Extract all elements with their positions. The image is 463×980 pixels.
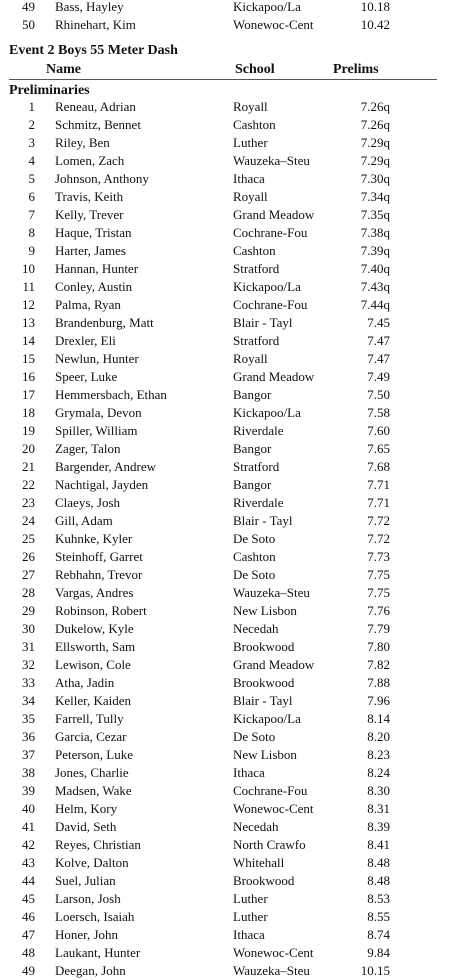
result-row — [0, 746, 463, 764]
place-number: 14 — [22, 333, 35, 348]
athlete-name: Newlun, Hunter — [55, 351, 139, 366]
prelim-time: 8.30 — [367, 783, 390, 798]
place-number: 49 — [22, 963, 35, 978]
result-row — [0, 566, 463, 584]
result-row — [0, 494, 463, 512]
school-name: Kickapoo/La — [233, 711, 301, 726]
athlete-name: Suel, Julian — [55, 873, 116, 888]
athlete-name: Reyes, Christian — [55, 837, 141, 852]
school-name: Necedah — [233, 819, 279, 834]
prelim-time: 10.15 — [360, 963, 390, 978]
prelim-time: 8.31 — [367, 801, 390, 816]
prelim-time: 10.42 — [360, 17, 390, 32]
school-name: Grand Meadow — [233, 369, 315, 384]
result-row — [0, 0, 463, 16]
athlete-name: Ellsworth, Sam — [55, 639, 136, 654]
athlete-name: Dukelow, Kyle — [55, 621, 134, 636]
school-name: Grand Meadow — [233, 207, 315, 222]
result-row — [0, 386, 463, 404]
place-number: 46 — [22, 909, 35, 924]
athlete-name: Garcia, Cezar — [55, 729, 127, 744]
result-row — [0, 152, 463, 170]
school-name: Cashton — [233, 117, 276, 132]
prelim-time: 7.26q — [360, 117, 390, 132]
athlete-name: Helm, Kory — [55, 801, 118, 816]
school-name: Riverdale — [233, 423, 284, 438]
place-number: 44 — [22, 873, 35, 888]
result-row — [0, 710, 463, 728]
school-name: North Crawfo — [233, 837, 306, 852]
result-row — [0, 530, 463, 548]
result-row — [0, 98, 463, 116]
athlete-name: Claeys, Josh — [55, 495, 120, 510]
place-number: 22 — [22, 477, 35, 492]
result-row — [0, 674, 463, 692]
prelim-time: 7.50 — [367, 387, 390, 402]
school-name: Brookwood — [233, 639, 295, 654]
result-row — [0, 512, 463, 530]
athlete-name: Riley, Ben — [55, 135, 110, 150]
place-number: 10 — [22, 261, 35, 276]
school-name: Cochrane-Fou — [233, 783, 308, 798]
prelim-time: 7.49 — [367, 369, 390, 384]
school-name: Brookwood — [233, 675, 295, 690]
prelim-time: 8.48 — [367, 855, 390, 870]
athlete-name: Keller, Kaiden — [55, 693, 132, 708]
result-row — [0, 728, 463, 746]
result-row — [0, 476, 463, 494]
column-header-prelims: Prelims — [333, 62, 379, 77]
school-name: Stratford — [233, 459, 280, 474]
result-row — [0, 296, 463, 314]
school-name: Riverdale — [233, 495, 284, 510]
prelim-time: 7.72 — [367, 513, 390, 528]
place-number: 43 — [22, 855, 35, 870]
place-number: 38 — [22, 765, 35, 780]
place-number: 15 — [22, 351, 35, 366]
athlete-name: Grymala, Devon — [55, 405, 142, 420]
prelim-time: 7.29q — [360, 135, 390, 150]
school-name: De Soto — [233, 531, 276, 546]
place-number: 30 — [22, 621, 35, 636]
place-number: 7 — [28, 207, 35, 222]
place-number: 1 — [28, 99, 35, 114]
place-number: 8 — [28, 225, 35, 240]
athlete-name: Atha, Jadin — [55, 675, 115, 690]
prelim-time: 7.39q — [360, 243, 390, 258]
school-name: Brookwood — [233, 873, 295, 888]
place-number: 42 — [22, 837, 35, 852]
prelim-time: 8.23 — [367, 747, 390, 762]
result-row — [0, 944, 463, 962]
school-name: Royall — [233, 351, 268, 366]
prelim-time: 7.73 — [367, 549, 390, 564]
place-number: 40 — [22, 801, 35, 816]
athlete-name: Robinson, Robert — [55, 603, 147, 618]
school-name: Ithaca — [233, 927, 265, 942]
prelim-time: 7.75 — [367, 567, 390, 582]
result-row — [0, 314, 463, 332]
prelim-time: 7.71 — [367, 477, 390, 492]
athlete-name: Rhinehart, Kim — [55, 17, 136, 32]
athlete-name: Spiller, William — [55, 423, 138, 438]
place-number: 12 — [22, 297, 35, 312]
school-name: Necedah — [233, 621, 279, 636]
athlete-name: Conley, Austin — [55, 279, 133, 294]
result-row — [0, 656, 463, 674]
result-row — [0, 350, 463, 368]
place-number: 29 — [22, 603, 35, 618]
school-name: Bangor — [233, 477, 272, 492]
prelim-time: 7.38q — [360, 225, 390, 240]
column-header-name: Name — [46, 62, 81, 77]
prelim-time: 7.80 — [367, 639, 390, 654]
place-number: 21 — [22, 459, 35, 474]
prelim-time: 7.58 — [367, 405, 390, 420]
place-number: 5 — [28, 171, 35, 186]
athlete-name: Harter, James — [55, 243, 126, 258]
place-number: 49 — [22, 0, 35, 14]
result-row — [0, 836, 463, 854]
result-row — [0, 638, 463, 656]
athlete-name: Lomen, Zach — [55, 153, 125, 168]
place-number: 6 — [28, 189, 35, 204]
place-number: 11 — [22, 279, 35, 294]
school-name: Kickapoo/La — [233, 405, 301, 420]
place-number: 9 — [28, 243, 35, 258]
prelim-time: 7.43q — [360, 279, 390, 294]
prelim-time: 7.79 — [367, 621, 390, 636]
prelim-time: 8.74 — [367, 927, 390, 942]
school-name: Ithaca — [233, 171, 265, 186]
prelim-time: 7.76 — [367, 603, 390, 618]
school-name: Blair - Tayl — [233, 315, 293, 330]
result-row — [0, 458, 463, 476]
athlete-name: Jones, Charlie — [55, 765, 129, 780]
school-name: Wauzeka–Steu — [233, 153, 310, 168]
result-row — [0, 926, 463, 944]
athlete-name: Deegan, John — [55, 963, 126, 978]
school-name: New Lisbon — [233, 603, 297, 618]
place-number: 45 — [22, 891, 35, 906]
school-name: De Soto — [233, 729, 276, 744]
school-name: Bangor — [233, 387, 272, 402]
school-name: Luther — [233, 135, 268, 150]
athlete-name: Peterson, Luke — [55, 747, 133, 762]
prelim-time: 7.45 — [367, 315, 390, 330]
result-row — [0, 890, 463, 908]
place-number: 35 — [22, 711, 35, 726]
athlete-name: David, Seth — [55, 819, 117, 834]
school-name: Kickapoo/La — [233, 279, 301, 294]
athlete-name: Kolve, Dalton — [55, 855, 129, 870]
prelim-time: 7.35q — [360, 207, 390, 222]
athlete-name: Reneau, Adrian — [55, 99, 136, 114]
result-row — [0, 116, 463, 134]
place-number: 41 — [22, 819, 35, 834]
athlete-name: Larson, Josh — [55, 891, 121, 906]
place-number: 26 — [22, 549, 35, 564]
prelim-time: 7.68 — [367, 459, 390, 474]
result-row — [0, 422, 463, 440]
prelim-time: 7.47 — [367, 333, 390, 348]
result-row — [0, 818, 463, 836]
place-number: 24 — [22, 513, 35, 528]
school-name: Wonewoc-Cent — [233, 801, 314, 816]
place-number: 36 — [22, 729, 35, 744]
school-name: Cashton — [233, 243, 276, 258]
school-name: Cochrane-Fou — [233, 225, 308, 240]
event-title: Event 2 Boys 55 Meter Dash — [9, 43, 178, 58]
place-number: 50 — [22, 17, 35, 32]
athlete-name: Johnson, Anthony — [55, 171, 149, 186]
place-number: 48 — [22, 945, 35, 960]
column-header-school: School — [235, 62, 275, 77]
place-number: 19 — [22, 423, 35, 438]
athlete-name: Hemmersbach, Ethan — [55, 387, 167, 402]
prelim-time: 8.48 — [367, 873, 390, 888]
school-name: Luther — [233, 909, 268, 924]
prelim-time: 7.26q — [360, 99, 390, 114]
athlete-name: Bass, Hayley — [55, 0, 124, 14]
school-name: Stratford — [233, 261, 280, 276]
place-number: 23 — [22, 495, 35, 510]
place-number: 3 — [28, 135, 35, 150]
school-name: Blair - Tayl — [233, 693, 293, 708]
school-name: Kickapoo/La — [233, 0, 301, 14]
result-row — [0, 764, 463, 782]
result-row — [0, 548, 463, 566]
prelim-time: 8.55 — [367, 909, 390, 924]
place-number: 13 — [22, 315, 35, 330]
prelim-time: 8.53 — [367, 891, 390, 906]
prelim-time: 8.41 — [367, 837, 390, 852]
header-divider — [9, 79, 437, 80]
place-number: 20 — [22, 441, 35, 456]
school-name: Stratford — [233, 333, 280, 348]
place-number: 17 — [22, 387, 35, 402]
prelim-time: 7.44q — [360, 297, 390, 312]
place-number: 25 — [22, 531, 35, 546]
athlete-name: Vargas, Andres — [55, 585, 134, 600]
athlete-name: Palma, Ryan — [55, 297, 121, 312]
athlete-name: Gill, Adam — [55, 513, 113, 528]
prelim-time: 7.40q — [360, 261, 390, 276]
prelim-time: 8.24 — [367, 765, 390, 780]
prelim-time: 8.14 — [367, 711, 390, 726]
prelim-time: 7.34q — [360, 189, 390, 204]
prelim-time: 7.88 — [367, 675, 390, 690]
result-row — [0, 404, 463, 422]
place-number: 16 — [22, 369, 35, 384]
place-number: 18 — [22, 405, 35, 420]
prelim-time: 7.72 — [367, 531, 390, 546]
prelim-time: 7.82 — [367, 657, 390, 672]
result-row — [0, 206, 463, 224]
result-row — [0, 602, 463, 620]
place-number: 2 — [28, 117, 35, 132]
result-row — [0, 170, 463, 188]
school-name: Whitehall — [233, 855, 285, 870]
place-number: 4 — [28, 153, 35, 168]
athlete-name: Honer, John — [55, 927, 119, 942]
athlete-name: Drexler, Eli — [55, 333, 116, 348]
athlete-name: Travis, Keith — [55, 189, 124, 204]
school-name: Bangor — [233, 441, 272, 456]
athlete-name: Laukant, Hunter — [55, 945, 141, 960]
prelim-time: 7.30q — [360, 171, 390, 186]
school-name: Luther — [233, 891, 268, 906]
result-row — [0, 16, 463, 34]
result-row — [0, 440, 463, 458]
athlete-name: Hannan, Hunter — [55, 261, 139, 276]
school-name: De Soto — [233, 567, 276, 582]
school-name: New Lisbon — [233, 747, 297, 762]
prelim-time: 7.75 — [367, 585, 390, 600]
athlete-name: Zager, Talon — [55, 441, 121, 456]
prelim-time: 10.18 — [360, 0, 390, 14]
place-number: 39 — [22, 783, 35, 798]
place-number: 31 — [22, 639, 35, 654]
result-row — [0, 242, 463, 260]
result-row — [0, 620, 463, 638]
prelim-time: 7.96 — [367, 693, 390, 708]
result-row — [0, 908, 463, 926]
athlete-name: Schmitz, Bennet — [55, 117, 141, 132]
school-name: Blair - Tayl — [233, 513, 293, 528]
result-row — [0, 278, 463, 296]
place-number: 47 — [22, 927, 35, 942]
place-number: 32 — [22, 657, 35, 672]
school-name: Wauzeka–Steu — [233, 585, 310, 600]
athlete-name: Steinhoff, Garret — [55, 549, 143, 564]
prelim-time: 8.20 — [367, 729, 390, 744]
prelim-time: 9.84 — [367, 945, 390, 960]
school-name: Cochrane-Fou — [233, 297, 308, 312]
place-number: 34 — [22, 693, 35, 708]
result-row — [0, 800, 463, 818]
result-row — [0, 260, 463, 278]
athlete-name: Kuhnke, Kyler — [55, 531, 133, 546]
athlete-name: Speer, Luke — [55, 369, 118, 384]
prelim-time: 7.29q — [360, 153, 390, 168]
prelim-time: 8.39 — [367, 819, 390, 834]
result-row — [0, 872, 463, 890]
result-row — [0, 224, 463, 242]
result-row — [0, 584, 463, 602]
result-row — [0, 368, 463, 386]
prelim-time: 7.47 — [367, 351, 390, 366]
place-number: 27 — [22, 567, 35, 582]
result-row — [0, 134, 463, 152]
prelim-time: 7.65 — [367, 441, 390, 456]
prelim-time: 7.60 — [367, 423, 390, 438]
result-row — [0, 332, 463, 350]
round-title: Preliminaries — [9, 83, 90, 98]
athlete-name: Brandenburg, Matt — [55, 315, 154, 330]
school-name: Wonewoc-Cent — [233, 17, 314, 32]
place-number: 28 — [22, 585, 35, 600]
athlete-name: Rebhahn, Trevor — [55, 567, 143, 582]
athlete-name: Bargender, Andrew — [55, 459, 157, 474]
athlete-name: Nachtigal, Jayden — [55, 477, 149, 492]
athlete-name: Lewison, Cole — [55, 657, 131, 672]
school-name: Wauzeka–Steu — [233, 963, 310, 978]
athlete-name: Madsen, Wake — [55, 783, 132, 798]
result-row — [0, 692, 463, 710]
school-name: Ithaca — [233, 765, 265, 780]
school-name: Royall — [233, 99, 268, 114]
result-row — [0, 854, 463, 872]
prelim-time: 7.71 — [367, 495, 390, 510]
athlete-name: Farrell, Tully — [55, 711, 124, 726]
result-row — [0, 188, 463, 206]
school-name: Wonewoc-Cent — [233, 945, 314, 960]
athlete-name: Kelly, Trever — [55, 207, 124, 222]
school-name: Cashton — [233, 549, 276, 564]
result-row — [0, 962, 463, 980]
school-name: Grand Meadow — [233, 657, 315, 672]
athlete-name: Loersch, Isaiah — [55, 909, 135, 924]
school-name: Royall — [233, 189, 268, 204]
place-number: 37 — [22, 747, 35, 762]
result-row — [0, 782, 463, 800]
place-number: 33 — [22, 675, 35, 690]
athlete-name: Haque, Tristan — [55, 225, 132, 240]
